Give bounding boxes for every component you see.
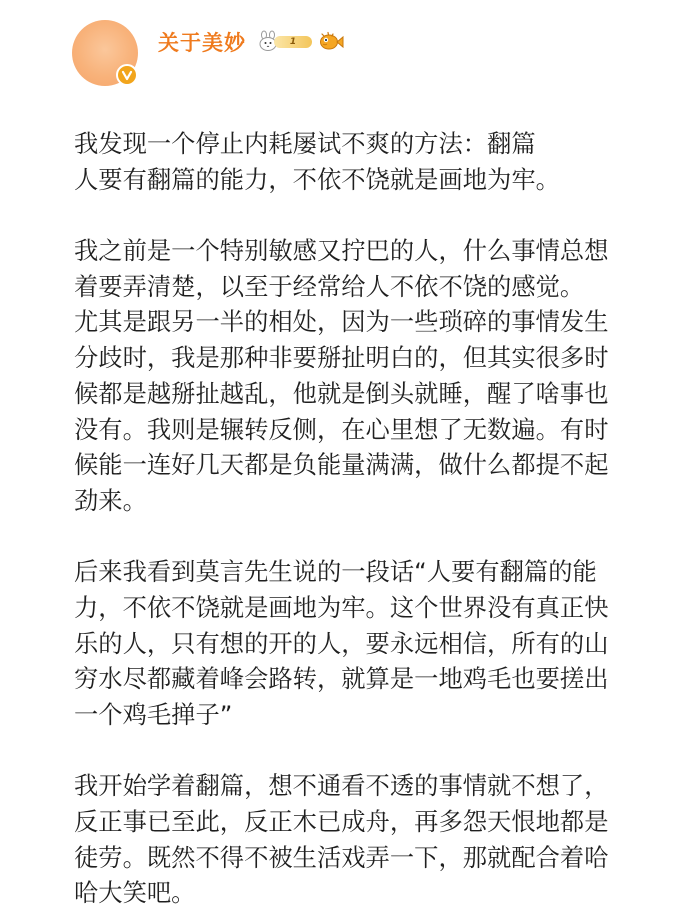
post-text-line: 乐的人，只有想的开的人，要永远相信，所有的山 — [74, 628, 609, 658]
post-text-line: 尤其是跟另一半的相处，因为一些琐碎的事情发生 — [74, 307, 609, 337]
post-text-line: 一个鸡毛掸子” — [74, 700, 233, 729]
post-text-line: 劲来。 — [74, 485, 147, 515]
post-text-line: 我发现一个停止内耗屡试不爽的方法：翻篇 — [74, 129, 536, 158]
author-name[interactable]: 关于美妙 — [158, 31, 246, 55]
post-text-line: 分歧时，我是那种非要掰扯明白的，但其实很多时 — [74, 343, 609, 373]
checkmark-v-icon — [121, 69, 133, 81]
pufferfish-badge-icon[interactable] — [318, 30, 344, 52]
post-text-line: 候能一连好几天都是负能量满满，做什么都提不起 — [74, 450, 609, 480]
paragraph-gap — [74, 519, 634, 555]
verified-badge-icon — [116, 64, 138, 86]
post-text-line: 着要弄清楚，以至于经常给人不依不饶的感觉。 — [74, 271, 585, 301]
post-text-line: 后来我看到莫言先生说的一段话“人要有翻篇的能 — [74, 557, 597, 587]
post-text-line: 反正事已至此，反正木已成舟，再多怨天恨地都是 — [74, 807, 609, 837]
author-badges — [258, 30, 344, 52]
post-text-line: 没有。我则是辗转反侧，在心里想了无数遍。有时 — [74, 414, 609, 444]
post-text-line: 候都是越掰扯越乱，他就是倒头就睡，醒了啥事也 — [74, 378, 609, 408]
level-number: 1 — [274, 36, 312, 48]
post-text-line: 徒劳。既然不得不被生活戏弄一下，那就配合着哈 — [74, 842, 609, 872]
post-body — [74, 126, 634, 911]
post-text-line: 人要有翻篇的能力，不依不饶就是画地为牢。 — [74, 164, 560, 194]
post-text-line: 我开始学着翻篇，想不通看不透的事情就不想了， — [74, 771, 609, 801]
post-text-line: 力，不依不饶就是画地为牢。这个世界没有真正快 — [74, 592, 609, 622]
post-header — [0, 0, 690, 100]
post-text-line: 我之前是一个特别敏感又拧巴的人，什么事情总想 — [74, 236, 609, 266]
post-text-line: 穷水尽都藏着峰会路转，就算是一地鸡毛也要搓出 — [74, 664, 609, 694]
user-level-badge[interactable] — [258, 30, 314, 52]
paragraph-gap — [74, 197, 634, 233]
paragraph-gap — [74, 733, 634, 769]
post-text-line: 哈大笑吧。 — [74, 878, 196, 908]
